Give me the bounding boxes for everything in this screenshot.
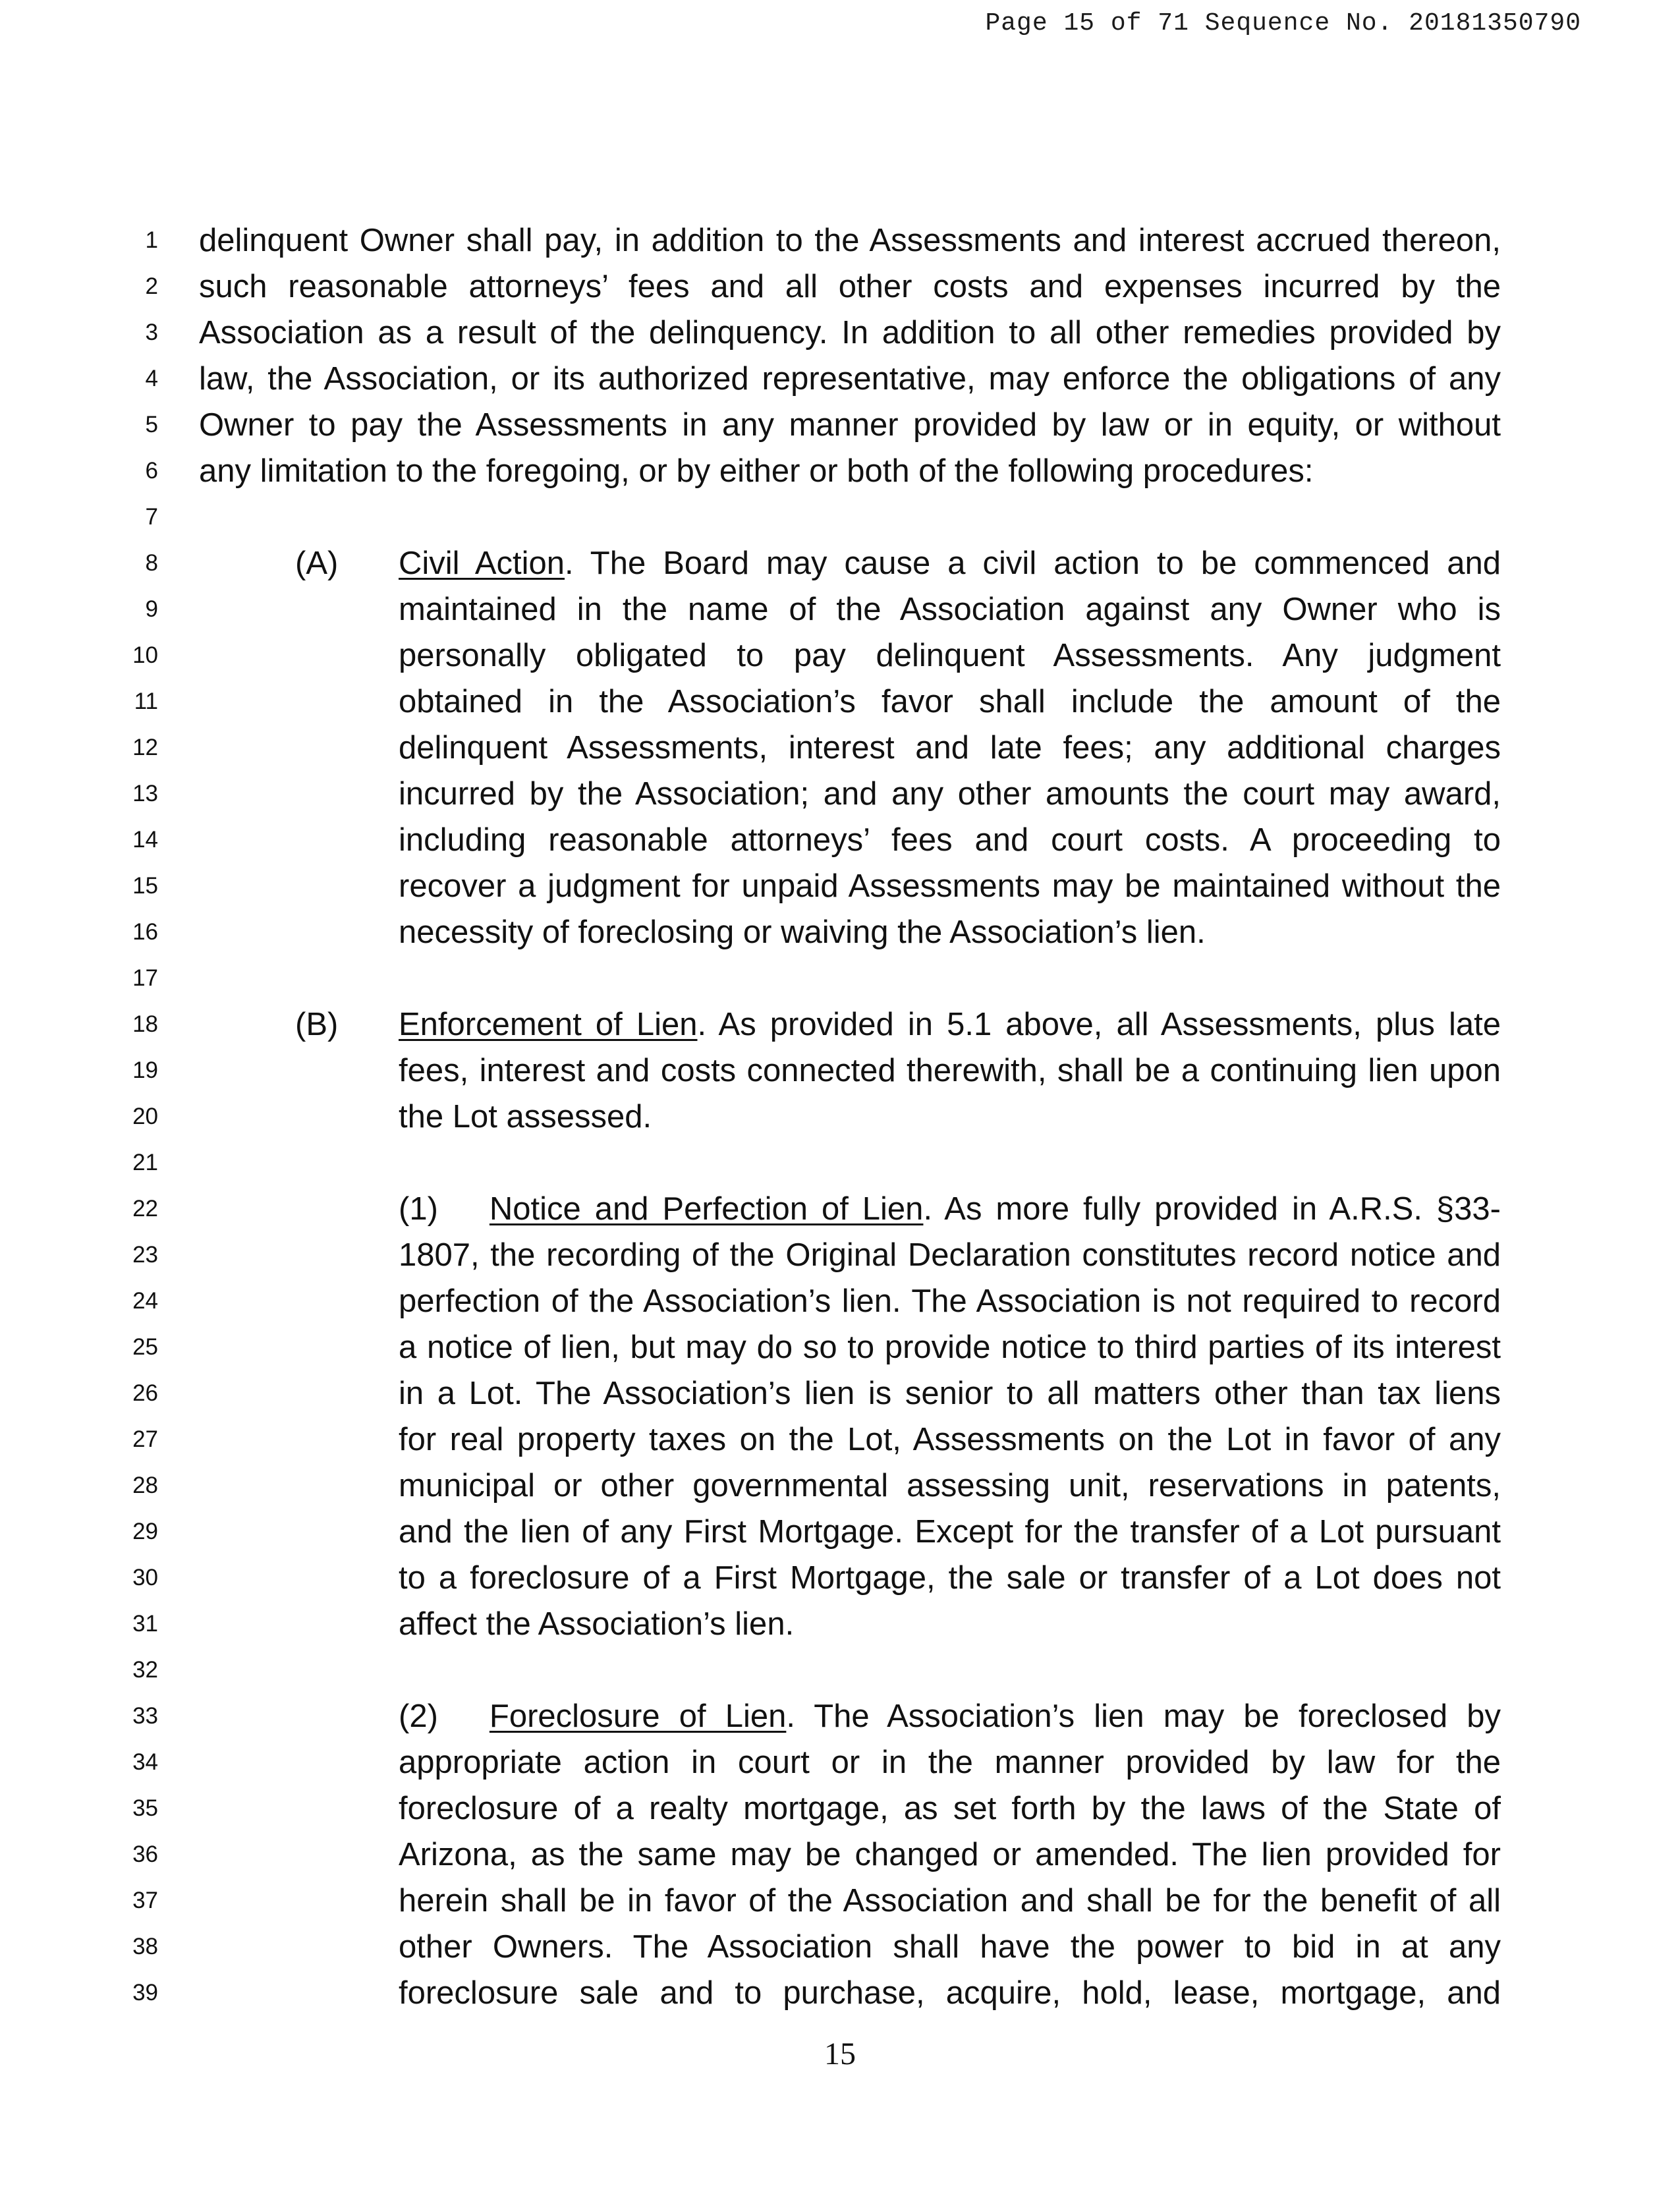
body-text-line: delinquent Assessments, interest and late fees; any additional charges <box>399 730 1501 766</box>
body-text-line: affect the Association’s lien. <box>399 1606 795 1642</box>
line-number: 24 <box>132 1288 158 1314</box>
body-text-line: necessity of foreclosing or waiving the Association’s lien. <box>399 914 1206 950</box>
line-number: 15 <box>132 873 158 899</box>
body-text-line: municipal or other governmental assessing unit, reservations in patents, <box>399 1468 1501 1503</box>
line-number: 22 <box>132 1196 158 1221</box>
line-number: 17 <box>132 965 158 991</box>
section-a-first-line: Civil Action. The Board may cause a civil action to be commenced and <box>399 546 1501 581</box>
line-number: 37 <box>132 1888 158 1913</box>
body-text-line: fees, interest and costs connected therewith, shall be a continuing lien upon <box>399 1053 1501 1088</box>
line-number: 29 <box>132 1519 158 1544</box>
section-a-title: Civil Action <box>399 546 565 581</box>
line-number: 21 <box>132 1150 158 1175</box>
line-number: 27 <box>132 1426 158 1452</box>
line-number: 20 <box>132 1104 158 1129</box>
line-number: 19 <box>132 1057 158 1083</box>
subsection-1-label: (1) <box>399 1191 438 1227</box>
body-text-line: and the lien of any First Mortgage. Except for the transfer of a Lot pursuant <box>399 1514 1501 1550</box>
subsection-1-title: Notice and Perfection of Lien <box>489 1191 924 1227</box>
body-text-line: such reasonable attorneys’ fees and all other costs and expenses incurred by the <box>199 269 1501 304</box>
body-text-line: herein shall be in favor of the Association and shall be for the benefit of all <box>399 1883 1501 1919</box>
body-text-line: foreclosure sale and to purchase, acquire, hold, lease, mortgage, and <box>399 1975 1501 2011</box>
subsection-1-first-line: (1) Notice and Perfection of Lien. As more fully provided in A.R.S. §33- <box>399 1191 1501 1227</box>
body-text-line: appropriate action in court or in the manner provided by law for the <box>399 1745 1501 1780</box>
body-text-line: including reasonable attorneys’ fees and court costs. A proceeding to <box>399 822 1501 858</box>
page-number: 15 <box>824 2036 856 2071</box>
body-text-line: Arizona, as the same may be changed or amended. The lien provided for <box>399 1837 1501 1872</box>
body-text-line: Association as a result of the delinquency. In addition to all other remedies provided by <box>199 315 1501 351</box>
section-b-label: (B) <box>295 1007 339 1042</box>
line-number: 38 <box>132 1934 158 1959</box>
body-text-line: perfection of the Association’s lien. The Association is not required to record <box>399 1283 1501 1319</box>
body-text-line: law, the Association, or its authorized representative, may enforce the obligations of any <box>199 361 1501 397</box>
body-text-line: to a foreclosure of a First Mortgage, the sale or transfer of a Lot does not <box>399 1560 1501 1596</box>
subsection-2-label: (2) <box>399 1699 438 1734</box>
line-number: 4 <box>145 366 158 391</box>
body-text-line: incurred by the Association; and any other amounts the court may award, <box>399 776 1501 812</box>
line-number: 12 <box>132 735 158 760</box>
section-b-title: Enforcement of Lien <box>399 1007 698 1042</box>
body-text-line: 1807, the recording of the Original Declaration constitutes record notice and <box>399 1237 1501 1273</box>
body-text-line: any limitation to the foregoing, or by either or both of the following procedures: <box>199 453 1314 489</box>
section-b-first-line: Enforcement of Lien. As provided in 5.1 above, all Assessments, plus late <box>399 1007 1501 1042</box>
line-number: 26 <box>132 1380 158 1406</box>
line-number: 13 <box>132 781 158 806</box>
line-number: 7 <box>145 504 158 530</box>
body-text-line: maintained in the name of the Association against any Owner who is <box>399 592 1501 627</box>
line-number: 32 <box>132 1657 158 1683</box>
body-text-line: foreclosure of a realty mortgage, as set forth by the laws of the State of <box>399 1791 1501 1826</box>
line-number: 18 <box>132 1011 158 1037</box>
body-text-line: in a Lot. The Association’s lien is senior to all matters other than tax liens <box>399 1376 1501 1411</box>
line-number: 8 <box>145 550 158 576</box>
line-number: 36 <box>132 1841 158 1867</box>
body-text-line: obtained in the Association’s favor shall include the amount of the <box>399 684 1501 719</box>
body-text-line: delinquent Owner shall pay, in addition to the Assessments and interest accrued thereon, <box>199 223 1501 258</box>
line-number: 23 <box>132 1242 158 1268</box>
line-number: 3 <box>145 320 158 345</box>
body-text-line: a notice of lien, but may do so to provide notice to third parties of its interest <box>399 1330 1501 1365</box>
line-number: 25 <box>132 1334 158 1360</box>
subsection-2-first-line: (2) Foreclosure of Lien. The Association’s lien may be foreclosed by <box>399 1699 1501 1734</box>
body-text-line: for real property taxes on the Lot, Assessments on the Lot in favor of any <box>399 1422 1501 1457</box>
line-number: 16 <box>132 919 158 945</box>
line-number: 33 <box>132 1703 158 1729</box>
section-a-label: (A) <box>295 546 339 581</box>
line-number: 34 <box>132 1749 158 1775</box>
body-text-line: the Lot assessed. <box>399 1099 652 1135</box>
body-text-line: Owner to pay the Assessments in any manner provided by law or in equity, or without <box>199 407 1501 443</box>
line-number: 5 <box>145 412 158 437</box>
line-number: 1 <box>145 227 158 253</box>
line-number: 9 <box>145 596 158 622</box>
line-number: 2 <box>145 273 158 299</box>
body-text-line: recover a judgment for unpaid Assessments may be maintained without the <box>399 868 1501 904</box>
line-number: 10 <box>132 642 158 668</box>
body-text-line: personally obligated to pay delinquent Assessments. Any judgment <box>399 638 1501 673</box>
body-text-line: other Owners. The Association shall have the power to bid in at any <box>399 1929 1501 1965</box>
subsection-2-title: Foreclosure of Lien <box>489 1699 787 1734</box>
line-number: 39 <box>132 1980 158 2006</box>
line-number: 30 <box>132 1565 158 1590</box>
line-number: 35 <box>132 1795 158 1821</box>
line-number: 28 <box>132 1473 158 1498</box>
page-sequence-stamp: Page 15 of 71 Sequence No. 20181350790 <box>985 9 1581 38</box>
line-number: 14 <box>132 827 158 853</box>
line-number: 6 <box>145 458 158 484</box>
line-number: 11 <box>134 688 158 714</box>
line-number: 31 <box>132 1611 158 1637</box>
